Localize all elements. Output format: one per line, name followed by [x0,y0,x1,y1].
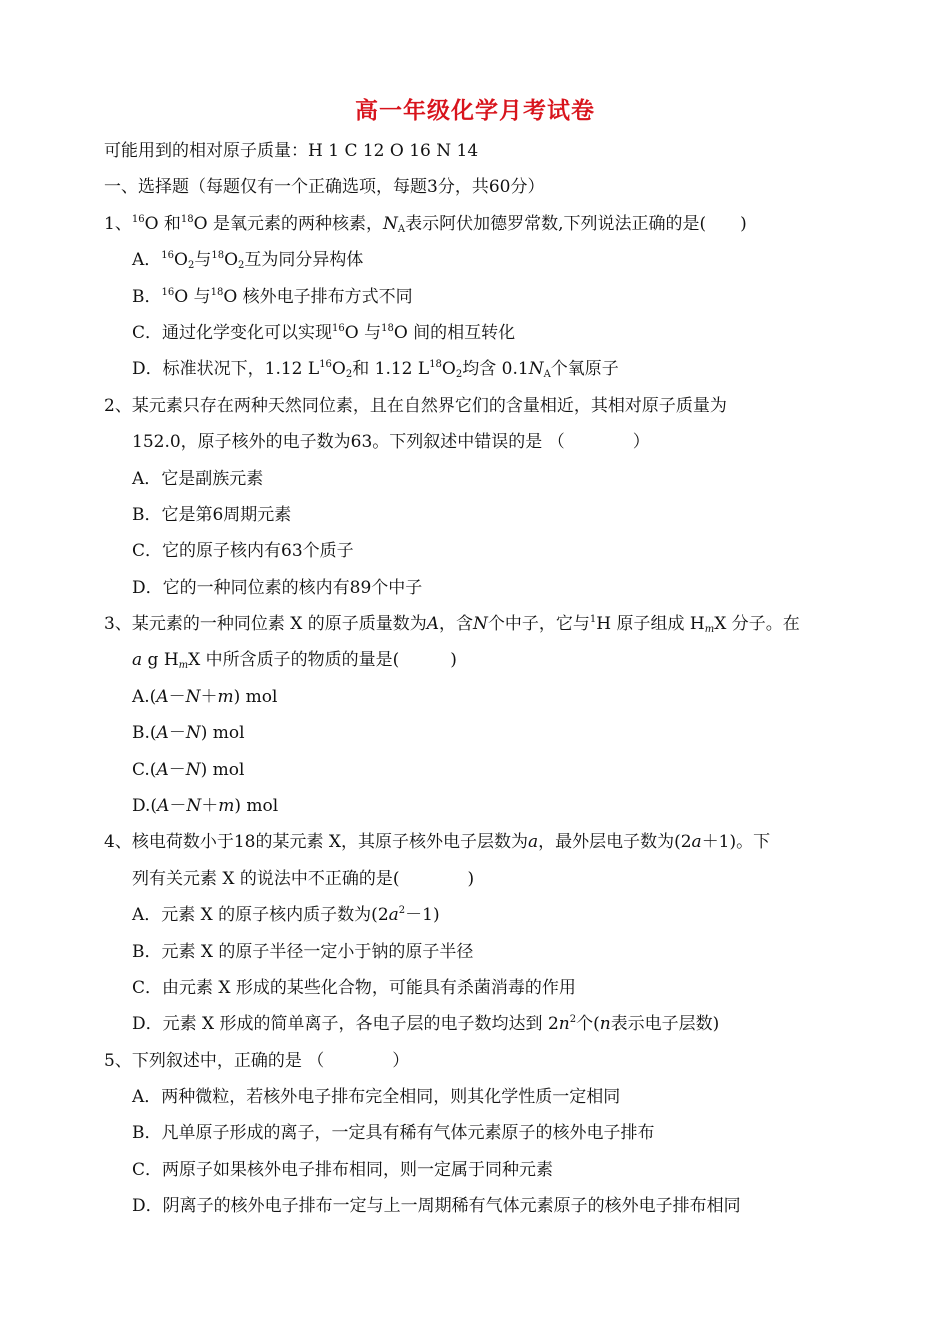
question-4-option-d: D．元素 X 形成的简单离子，各电子层的电子数均达到 $2n^2$个(n表示电子层数) [132,1014,720,1034]
question-5-option-d: D．阴离子的核外电子排布一定与上一周期稀有气体元素原子的核外电子排布相同 [132,1196,741,1216]
question-1-option-b: B．$^{16}$O 与$^{18}$O 核外电子排布方式不同 [132,287,413,307]
page-title: 高一年级化学月考试卷 [355,97,595,124]
question-5-option-b: B．凡单原子形成的离子，一定具有稀有气体元素原子的核外电子排布 [132,1123,655,1143]
question-2-stem-line-1: 2、某元素只存在两种天然同位素，且在自然界它们的含量相近，其相对原子质量为 [104,396,727,416]
question-2-option-b: B．它是第6周期元素 [132,505,292,525]
question-4-option-b: B．元素 X 的原子半径一定小于钠的原子半径 [132,942,474,962]
question-4-stem-line-2: 列有关元素 X 的说法中不正确的是( ) [132,869,475,889]
question-3-option-c: C.(A－N) mol [132,760,245,780]
question-1-option-c: C．通过化学变化可以实现$^{16}$O 与$^{18}$O 间的相互转化 [132,323,516,343]
question-1-stem: 1、$^{16}$O 和$^{18}$O 是氧元素的两种核素，$N_A$表示阿伏加德罗常数,下列说法正确的是( ) [104,214,747,235]
question-1-option-a: A．$^{16}O_2$与$^{18}O_2$互为同分异构体 [132,250,364,271]
question-3-option-d: D.(A－N＋m) mol [132,796,279,816]
question-5-option-c: C．两原子如果核外电子排布相同，则一定属于同种元素 [132,1160,554,1180]
question-4-option-a: A．元素 X 的原子核内质子数为$(2a^2-1)$ [132,905,440,925]
question-2-option-d: D．它的一种同位素的核内有89个中子 [132,578,423,598]
question-2-option-a: A．它是副族元素 [132,469,264,489]
atomic-mass-line: 可能用到的相对原子质量：H 1 C 12 O 16 N 14 [104,141,479,161]
question-5-stem: 5、下列叙述中，正确的是 （ ） [104,1051,410,1071]
question-3-stem-line-2: a g $H_mX$ 中所含质子的物质的量是( ) [132,650,457,671]
question-4-stem-line-1: 4、核电荷数小于18的某元素 X，其原子核外电子层数为a，最外层电子数为(2a＋1)。下 [104,832,771,852]
question-1-option-d: D．标准状况下，1.12 $L^{16}O_2$和 1.12 $L^{18}O_2$均含 $0.1N_A$个氧原子 [132,359,619,380]
question-3-option-a: A.(A－N＋m) mol [132,687,278,707]
section-heading: 一、选择题（每题仅有一个正确选项，每题3分，共60分） [104,177,545,197]
question-3-option-b: B.(A－N) mol [132,723,245,743]
question-5-option-a: A．两种微粒，若核外电子排布完全相同，则其化学性质一定相同 [132,1087,621,1107]
question-2-option-c: C．它的原子核内有63个质子 [132,541,354,561]
question-2-stem-line-2: 152.0，原子核外的电子数为63。下列叙述中错误的是 （ ） [132,432,650,452]
question-3-stem-line-1: 3、某元素的一种同位素 X 的原子质量数为A，含N个中子，它与$^1$H 原子组成 $H_mX$ 分子。在 [104,614,800,635]
question-4-option-c: C．由元素 X 形成的某些化合物，可能具有杀菌消毒的作用 [132,978,576,998]
